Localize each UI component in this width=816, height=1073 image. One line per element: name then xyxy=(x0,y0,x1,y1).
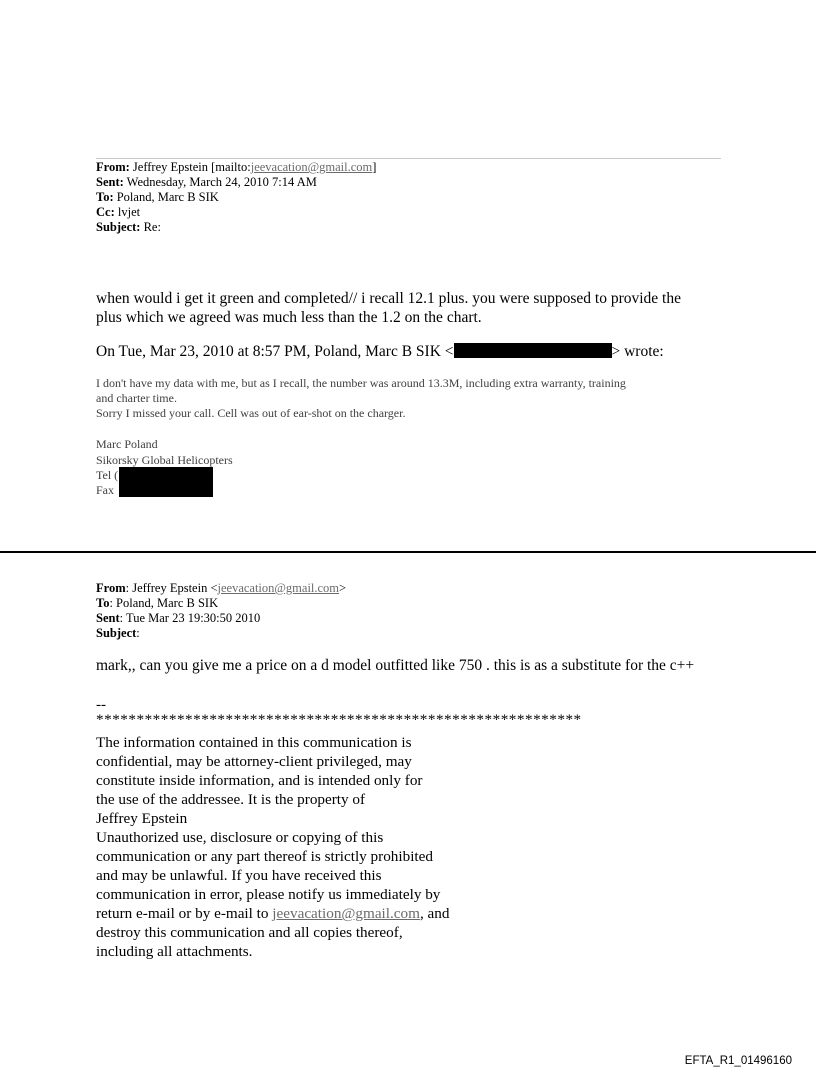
disclaimer-line: Unauthorized use, disclosure or copying of this xyxy=(96,829,384,846)
signature-dash: -- xyxy=(96,696,107,713)
disclaimer-line: and may be unlawful. If you have received this xyxy=(96,867,382,884)
email2-from-email-link[interactable]: jeevacation@gmail.com xyxy=(217,581,340,595)
email1-body-line2: plus which we agreed was much less than the 1.2 on the chart. xyxy=(96,309,482,326)
email2-body: mark,, can you give me a price on a d model outfitted like 750 . this is as a substitute for the c++ xyxy=(96,657,695,674)
email2-subject-line: Subject: xyxy=(96,626,140,640)
stars-separator: ************************************************************ xyxy=(96,711,582,728)
redaction-block xyxy=(454,343,612,358)
disclaimer-line: destroy this communication and all copies thereof, xyxy=(96,924,403,941)
email1-quoted-line2: and charter time. xyxy=(96,391,177,405)
disclaimer-email-line: return e-mail or by e-mail to jeevacation@gmail.com, and xyxy=(96,905,450,922)
disclaimer-line: the use of the addressee. It is the property of xyxy=(96,791,366,808)
email1-cc-line: Cc: lvjet xyxy=(96,205,141,219)
disclaimer-email-link[interactable]: jeevacation@gmail.com xyxy=(272,905,420,922)
email1-to-line: To: Poland, Marc B SIK xyxy=(96,190,219,204)
email1-quoted-line3: Sorry I missed your call. Cell was out of ear-shot on the charger. xyxy=(96,406,406,420)
email1-sent-line: Sent: Wednesday, March 24, 2010 7:14 AM xyxy=(96,175,317,189)
redaction-block xyxy=(119,467,213,497)
email2-from-line: From: Jeffrey Epstein <jeevacation@gmail.com> xyxy=(96,581,347,595)
email1-subject-line: Subject: Re: xyxy=(96,220,161,234)
email1-body-line1: when would i get it green and completed// i recall 12.1 plus. you were supposed to provide the xyxy=(96,290,681,307)
disclaimer-line: communication in error, please notify us immediately by xyxy=(96,886,441,903)
signature-name: Marc Poland xyxy=(96,437,158,451)
signature-fax: Fax xyxy=(96,483,114,497)
signature-tel: Tel ( xyxy=(96,468,119,482)
email2-to-line: To: Poland, Marc B SIK xyxy=(96,596,219,610)
email1-quote-intro: On Tue, Mar 23, 2010 at 8:57 PM, Poland, Marc B SIK < > wrote: xyxy=(96,343,664,360)
email2-sent-line: Sent: Tue Mar 23 19:30:50 2010 xyxy=(96,611,261,625)
disclaimer-line: including all attachments. xyxy=(96,943,253,960)
email1-from-email-link[interactable]: jeevacation@gmail.com xyxy=(250,160,373,174)
document-id: EFTA_R1_01496160 xyxy=(684,1055,792,1067)
email1-from-line: From: Jeffrey Epstein [mailto:jeevacation@gmail.com] xyxy=(96,160,377,174)
signature-company: Sikorsky Global Helicopters xyxy=(96,453,233,467)
disclaimer-line: confidential, may be attorney-client privileged, may xyxy=(96,753,412,770)
disclaimer-line: constitute inside information, and is intended only for xyxy=(96,772,423,789)
disclaimer-line: The information contained in this communication is xyxy=(96,734,412,751)
disclaimer-line: communication or any part thereof is strictly prohibited xyxy=(96,848,433,865)
disclaimer-line: Jeffrey Epstein xyxy=(96,810,188,827)
page-separator xyxy=(0,551,816,553)
header-separator xyxy=(96,158,721,159)
email1-quoted-line1: I don't have my data with me, but as I recall, the number was around 13.3M, including extra warranty, training xyxy=(96,376,626,390)
